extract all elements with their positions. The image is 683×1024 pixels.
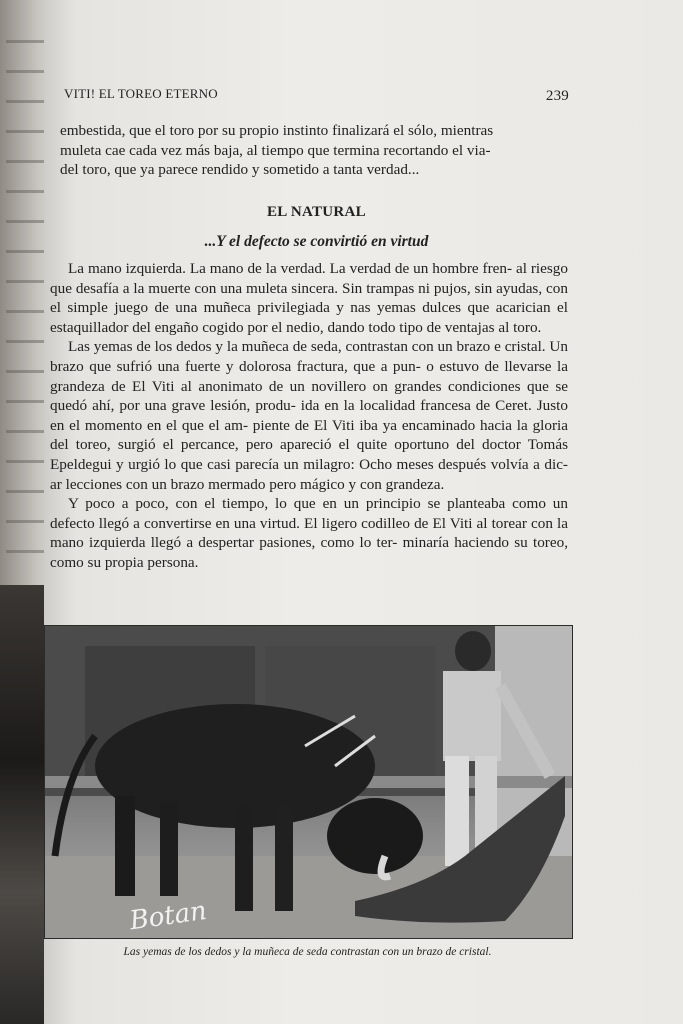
intro-line: del toro, que ya parece rendido y sometido a tanta verdad... [60,161,420,179]
section-title: EL NATURAL [267,204,366,220]
paragraph: Las yemas de los dedos y la muñeca de seda, contrastan con un brazo e cristal. Un brazo que sufrió una fuerte y dolorosa fractura, que a pun- o estuvo de llevarse la grandeza de El Viti al anonimato de un novillero on grandes condiciones que se quedó ahí, por una grave lesión, produ- ida en la localidad francesa de Ceret. Justo en el momento en el que el am- piente de El Viti iba ya encaminado hacia la gloria del toreo, surgió el percance, pero apareció el quite oportuno del doctor Tomás Epeldegui y urgió lo que casi parecía un milagro: Ocho meses después volvía a dic- ar lecciones con un brazo mermado pero mágico y con grandeza. [50,338,568,493]
bullfight-illustration [45,626,572,938]
paragraph: La mano izquierda. La mano de la verdad. La verdad de un hombre fren- al riesgo que desafía a la muerte con una muleta sincera. Sin trampas ni pujos, sin ayudas, con el simple juego de una muñeca privilegiada y nas yemas dulces que acarician el estaquillador del engaño cogido por el nedio, dando todo tipo de ventajas al toro. [50,260,568,336]
running-header [64,86,569,106]
running-title: VITI! EL TOREO ETERNO [64,86,218,101]
photographer-signature: Botan [127,895,209,937]
photo-caption: Las yemas de los dedos y la muñeca de seda contrastan con un brazo de cristal. [123,946,492,958]
section-subtitle: ...Y el defecto se convirtió en virtud [204,233,429,250]
book-page [44,0,683,1024]
paragraph: Y poco a poco, con el tiempo, lo que en un principio se planteaba como un defecto llegó a convertirse en una virtud. El ligero codilleo de El Viti al torear con la mano izquierda llegó a despertar pasiones, como lo ter- minaría haciendo su toreo, como su propia persona. [50,495,568,571]
intro-line: muleta cae cada vez más baja, al tiempo que termina recortando el via- [60,141,491,159]
intro-text [60,121,568,180]
facing-page-photo [0,585,44,1024]
bullfight-photo [44,625,573,939]
main-text [50,259,568,573]
page-number: 239 [545,88,569,104]
intro-line: embestida, que el toro por su propio instinto finalizará el sólo, mientras [60,122,494,139]
